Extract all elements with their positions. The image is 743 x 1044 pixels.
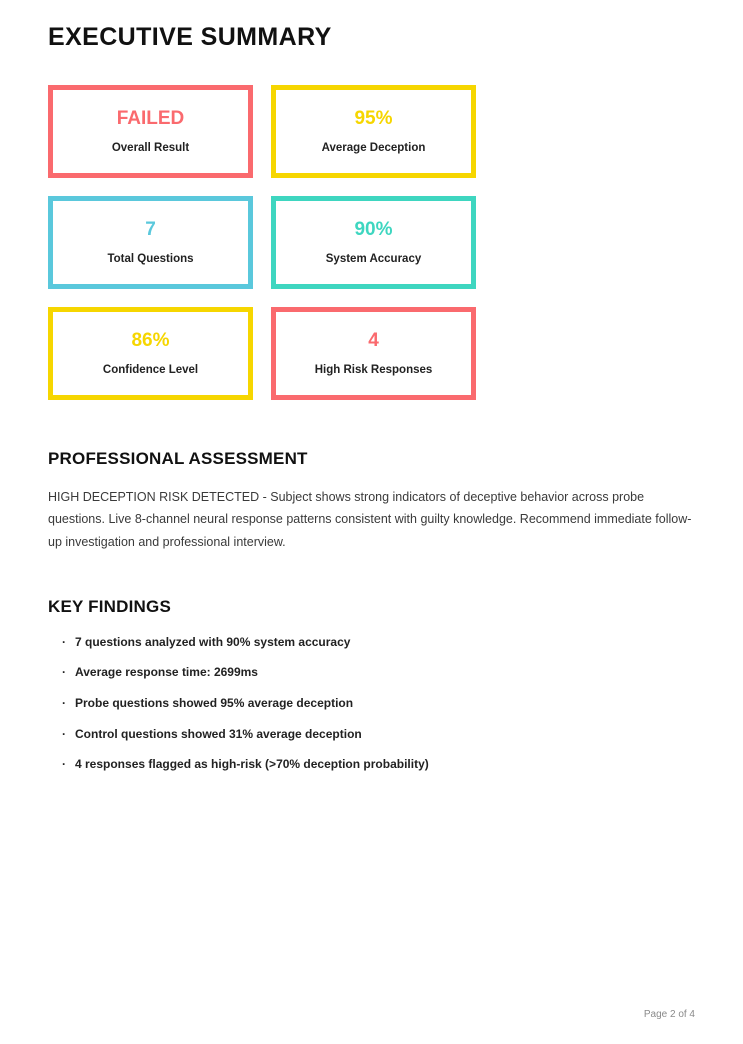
summary-metric-cards [48,85,695,400]
list-item-label: Probe questions showed 95% average deception [75,695,354,710]
metric-label: Total Questions [107,253,194,266]
metric-value: 4 [368,329,379,351]
metric-label: Confidence Level [102,364,199,377]
bullet-icon: · [62,757,66,772]
list-item [62,757,695,773]
bullet-icon: · [62,634,66,649]
findings-heading: KEY FINDINGS [48,596,171,616]
metric-value: 7 [145,218,156,240]
professional-assessment-section [48,449,695,553]
metric-card [48,307,253,400]
bullet-icon: · [62,726,66,741]
page-title: EXECUTIVE SUMMARY [48,23,332,51]
metric-label: Average Deception [321,142,426,155]
metric-card [271,307,476,400]
list-item [62,635,695,651]
list-item-label: Average response time: 2699ms [75,665,258,680]
metric-card [48,85,253,178]
list-item-label: Control questions showed 31% average deception [75,726,362,741]
list-item [62,696,695,712]
assessment-body: HIGH DECEPTION RISK DETECTED - Subject shows strong indicators of deceptive behavior across probe questions. Live 8-channel neural response patterns consistent with guilty knowledge. Recommend immediate follow-up investigation and professional interview. [48,490,692,549]
metric-label: System Accuracy [325,253,422,266]
findings-list [48,635,695,773]
list-item-label: 4 responses flagged as high-risk (>70% deception probability) [75,757,429,772]
metric-card [271,85,476,178]
metric-value: 90% [354,218,393,240]
list-item [62,665,695,681]
key-findings-section [48,597,695,773]
bullet-icon: · [62,665,66,680]
metric-value: 86% [131,329,170,351]
list-item [62,727,695,743]
metric-value: FAILED [116,107,185,129]
assessment-heading: PROFESSIONAL ASSESSMENT [48,449,308,468]
list-item-label: 7 questions analyzed with 90% system accuracy [75,634,351,649]
metric-card [48,196,253,289]
metric-label: High Risk Responses [314,364,433,377]
metric-label: Overall Result [111,142,190,155]
metric-card [271,196,476,289]
bullet-icon: · [62,695,66,710]
page-footer: Page 2 of 4 [643,1009,695,1020]
metric-value: 95% [354,107,393,129]
